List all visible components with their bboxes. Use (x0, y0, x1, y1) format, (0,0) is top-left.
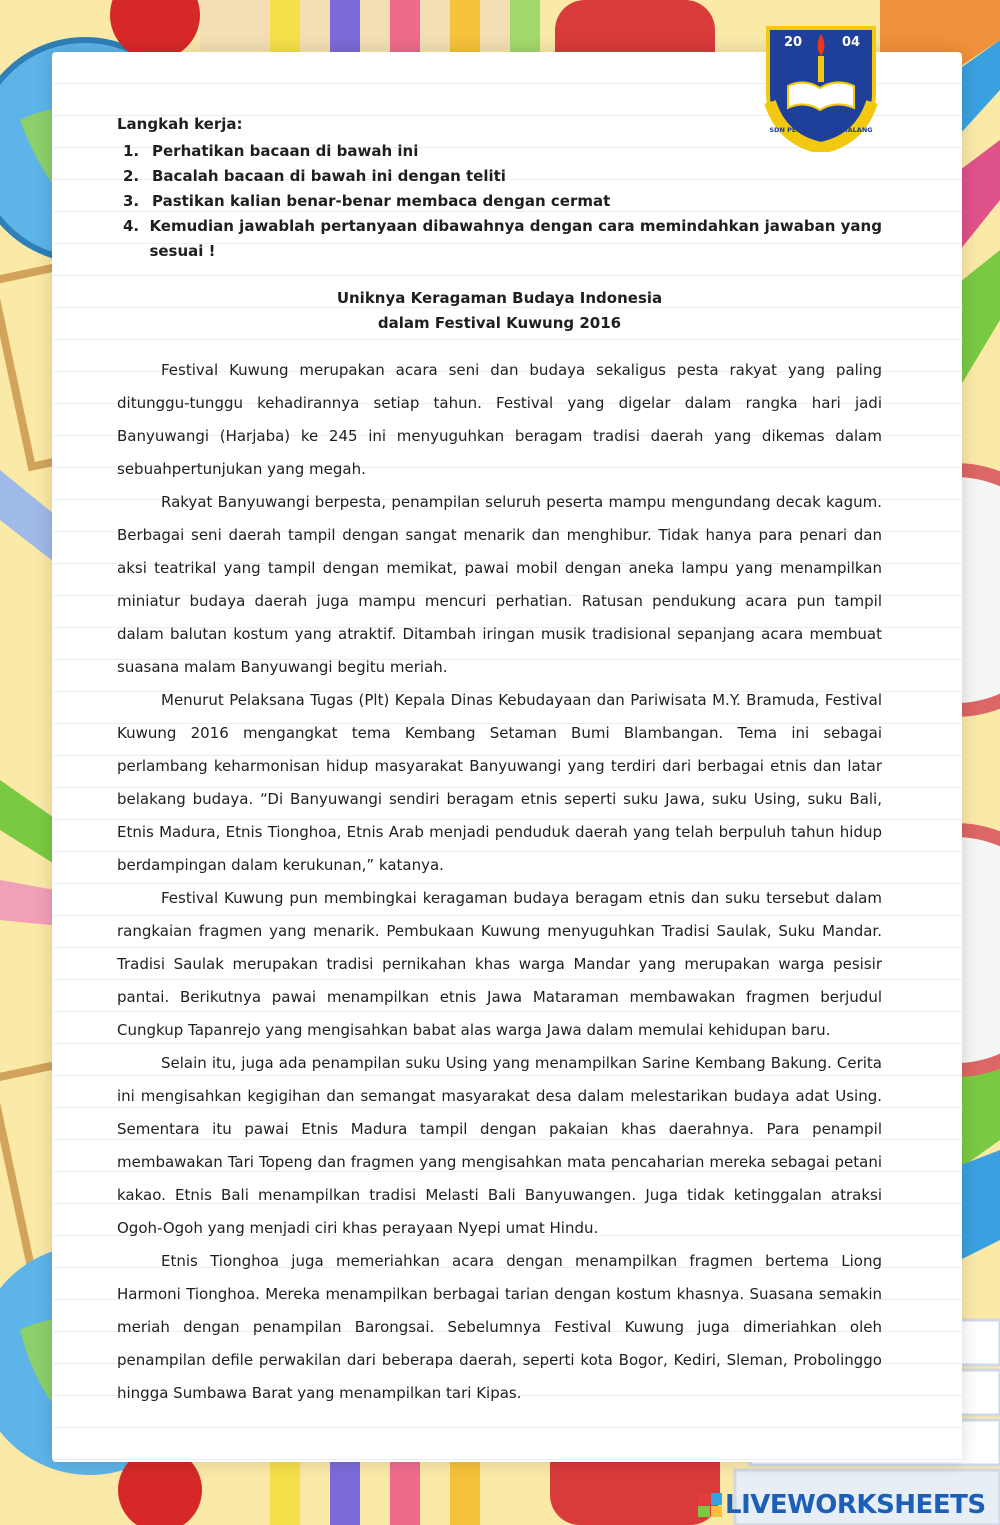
article-title-line2: dalam Festival Kuwung 2016 (377, 314, 622, 332)
step-text: Pastikan kalian benar-benar membaca dengan cermat (152, 192, 611, 210)
step-number: 1. (123, 142, 140, 160)
article-paragraph: Etnis Tionghoa juga memeriahkan acara dengan menampilkan fragmen bertema Liong Harmoni Tionghoa. Mereka menampilkan berbagai tarian dengan kostum khasnya. Suasana semakin meriah dengan penampilan Barongsai. Sebelumnya Festival Kuwung juga dimeriahkan oleh penampilan defile perwakilan dari beberapa daerah, seperti kota Bogor, Kediri, Sleman, Probolinggo hingga Sumbawa Barat yang menampilkan tari Kipas. (117, 1252, 882, 1402)
liveworksheets-brand[interactable] (698, 1490, 986, 1520)
step-item (117, 164, 882, 189)
article-paragraph: Menurut Pelaksana Tugas (Plt) Kepala Dinas Kebudayaan dan Pariwisata M.Y. Bramuda, Festival Kuwung 2016 mengangkat tema Kembang Setaman Bumi Blambangan. Tema ini sebagai perlambang keharmonisan hidup masyarakat Banyuwangi yang terdiri dari berbagai etnis dan latar belakang budaya. “Di Banyuwangi sendiri beragam etnis seperti suku Jawa, suku Using, suku Bali, Etnis Madura, Etnis Tionghoa, Etnis Arab menjadi penduduk daerah yang telah berpuluh tahun hidup berdampingan dalam kerukunan,” katanya. (117, 691, 882, 874)
step-item (117, 214, 882, 264)
torch-icon (818, 56, 824, 82)
worksheet-content (117, 115, 882, 1410)
step-number: 4. (123, 217, 140, 235)
article-paragraph: Festival Kuwung merupakan acara seni dan budaya sekaligus pesta rakyat yang paling ditunggu-tunggu kehadirannya setiap tahun. Festival yang digelar dalam rangka hari jadi Banyuwangi (Harjaba) ke 245 ini menyuguhkan beragam tradisi daerah yang dikemas dalam sebuahpertunjukan yang megah. (117, 361, 882, 478)
steps-list (117, 139, 882, 264)
article-paragraph: Selain itu, juga ada penampilan suku Using yang menampilkan Sarine Kembang Bakung. Cerita ini mengisahkan kegigihan dan semangat masyarakat desa dalam melestarikan budaya adat Using. Sementara itu pawai Etnis Madura tampil dengan pakaian khas daerahnya. Para penampil membawakan Tari Topeng dan fragmen yang mengisahkan mata pencaharian mereka sebagai petani kakao. Etnis Bali menampilkan tradisi Melasti Bali Banyuwangen. Juga tidak ketinggalan atraksi Ogoh-Ogoh yang menjadi ciri khas perayaan Nyepi umat Hindu. (117, 1054, 882, 1237)
article-paragraph: Festival Kuwung pun membingkai keragaman budaya beragam etnis dan suku tersebut dalam rangkaian fragmen yang menarik. Pembukaan Kuwung menyuguhkan Tradisi Saulak, Suku Mandar. Tradisi Saulak merupakan tradisi pernikahan khas warga Mandar yang merupakan warga pesisir pantai. Berikutnya pawai menampilkan etnis Jawa Mataraman membawakan fragmen berjudul Cungkup Tapanrejo yang mengisahkan babat alas warga Jawa dalam memulai kehidupan baru. (117, 889, 882, 1039)
step-item (117, 139, 882, 164)
article-body (117, 354, 882, 1410)
step-text: Bacalah bacaan di bawah ini dengan teliti (152, 167, 506, 185)
logo-school-name: SDN PERCOBAAN 2 MALANG (769, 126, 873, 134)
step-text: Perhatikan bacaan di bawah ini (152, 142, 419, 160)
liveworksheets-logo-icon (698, 1493, 722, 1517)
step-item (117, 189, 882, 214)
step-number: 3. (123, 192, 140, 210)
liveworksheets-brand-text: LIVEWORKSHEETS (725, 1490, 986, 1520)
article-title (117, 286, 882, 336)
step-text: Kemudian jawablah pertanyaan dibawahnya dengan cara memindahkan jawaban yang sesuai ! (149, 217, 882, 260)
logo-year-right: 04 (842, 35, 861, 50)
article-paragraph: Rakyat Banyuwangi berpesta, penampilan seluruh peserta mampu mengundang decak kagum. Berbagai seni daerah tampil dengan sangat menarik dan menghibur. Tidak hanya para penari dan aksi teatrikal yang tampil dengan memikat, pawai mobil dengan aneka lampu yang menampilkan miniatur budaya daerah juga mampu mencuri perhatian. Ratusan pendukung acara pun tampil dalam balutan kostum yang atraktif. Ditambah iringan musik tradisional sepanjang acara membuat suasana malam Banyuwangi begitu meriah. (117, 493, 882, 676)
step-number: 2. (123, 167, 140, 185)
steps-title: Langkah kerja: (117, 115, 243, 133)
logo-year-left: 20 (784, 35, 803, 50)
article-title-line1: Uniknya Keragaman Budaya Indonesia (336, 289, 663, 307)
